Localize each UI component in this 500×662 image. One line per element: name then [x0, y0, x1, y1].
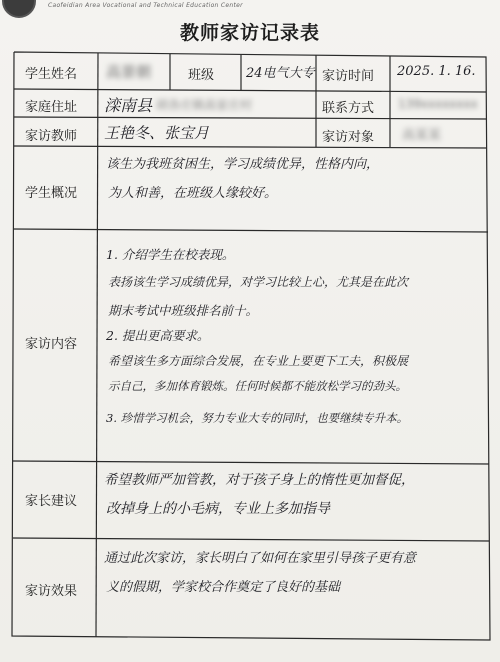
content-line-3: 期末考试中班级排名前十。	[108, 303, 259, 318]
contact-label: 联系方式	[322, 101, 375, 116]
suggest-label: 家长建议	[25, 494, 78, 509]
overview-line-1: 该生为我班贫困生，学习成绩优异，性格内向，	[106, 157, 380, 172]
overview-label: 学生概况	[25, 186, 78, 201]
school-name-english: Caofeidian Area Vocational and Technical Education Center	[48, 2, 243, 9]
suggest-line-2: 改掉身上的小毛病，专业上多加指导	[106, 501, 330, 517]
content-line-5: 希望该生多方面综合发展，在专业上要更下工夫，积极展	[108, 354, 409, 368]
effect-line-1: 通过此次家访，家长明白了如何在家里引导孩子更有意	[104, 551, 417, 566]
student-name-value: 高景朝	[106, 63, 152, 81]
suggest-line-1: 希望教师严加管教，对于孩子身上的惰性更加督促，	[104, 472, 415, 488]
visit-time-label: 家访时间	[322, 69, 375, 84]
target-label: 家访对象	[322, 130, 375, 145]
teacher-label: 家访教师	[25, 129, 78, 144]
content-line-1: 1. 介绍学生在校表现。	[106, 247, 235, 262]
teacher-value: 王艳冬、张宝月	[104, 124, 210, 142]
effect-line-2: 义的假期，学家校合作奠定了良好的基础	[106, 580, 341, 595]
visit-time-value: 2025. 1. 16.	[397, 64, 476, 79]
content-line-2: 表扬该生学习成绩优异，对学习比较上心，尤其是在此次	[108, 275, 409, 289]
content-line-7: 3. 珍惜学习机会，努力专业大专的同时，也要继续专升本。	[106, 411, 409, 425]
effect-label: 家访效果	[25, 584, 78, 599]
content-line-4: 2. 提出更高要求。	[106, 328, 210, 343]
class-value: 24电气大专	[246, 66, 315, 81]
target-blurred: 高某某	[402, 128, 442, 143]
form-title: 教师家访记录表	[179, 22, 320, 44]
content-line-6: 示自己，多加体育锻炼。任何时候都不能放松学习的劲头。	[108, 379, 407, 393]
contact-blurred: 139xxxxxxxx	[398, 97, 478, 111]
student-name-label: 学生姓名	[25, 67, 78, 82]
content-label: 家访内容	[25, 337, 78, 352]
overview-line-2: 为人和善，在班级人缘较好。	[108, 186, 278, 201]
class-label: 班级	[188, 68, 215, 83]
address-label: 家庭住址	[25, 100, 78, 115]
address-value: 滦南县	[104, 96, 153, 115]
address-blurred-detail: 胡各庄镇高家庄村	[156, 98, 253, 112]
